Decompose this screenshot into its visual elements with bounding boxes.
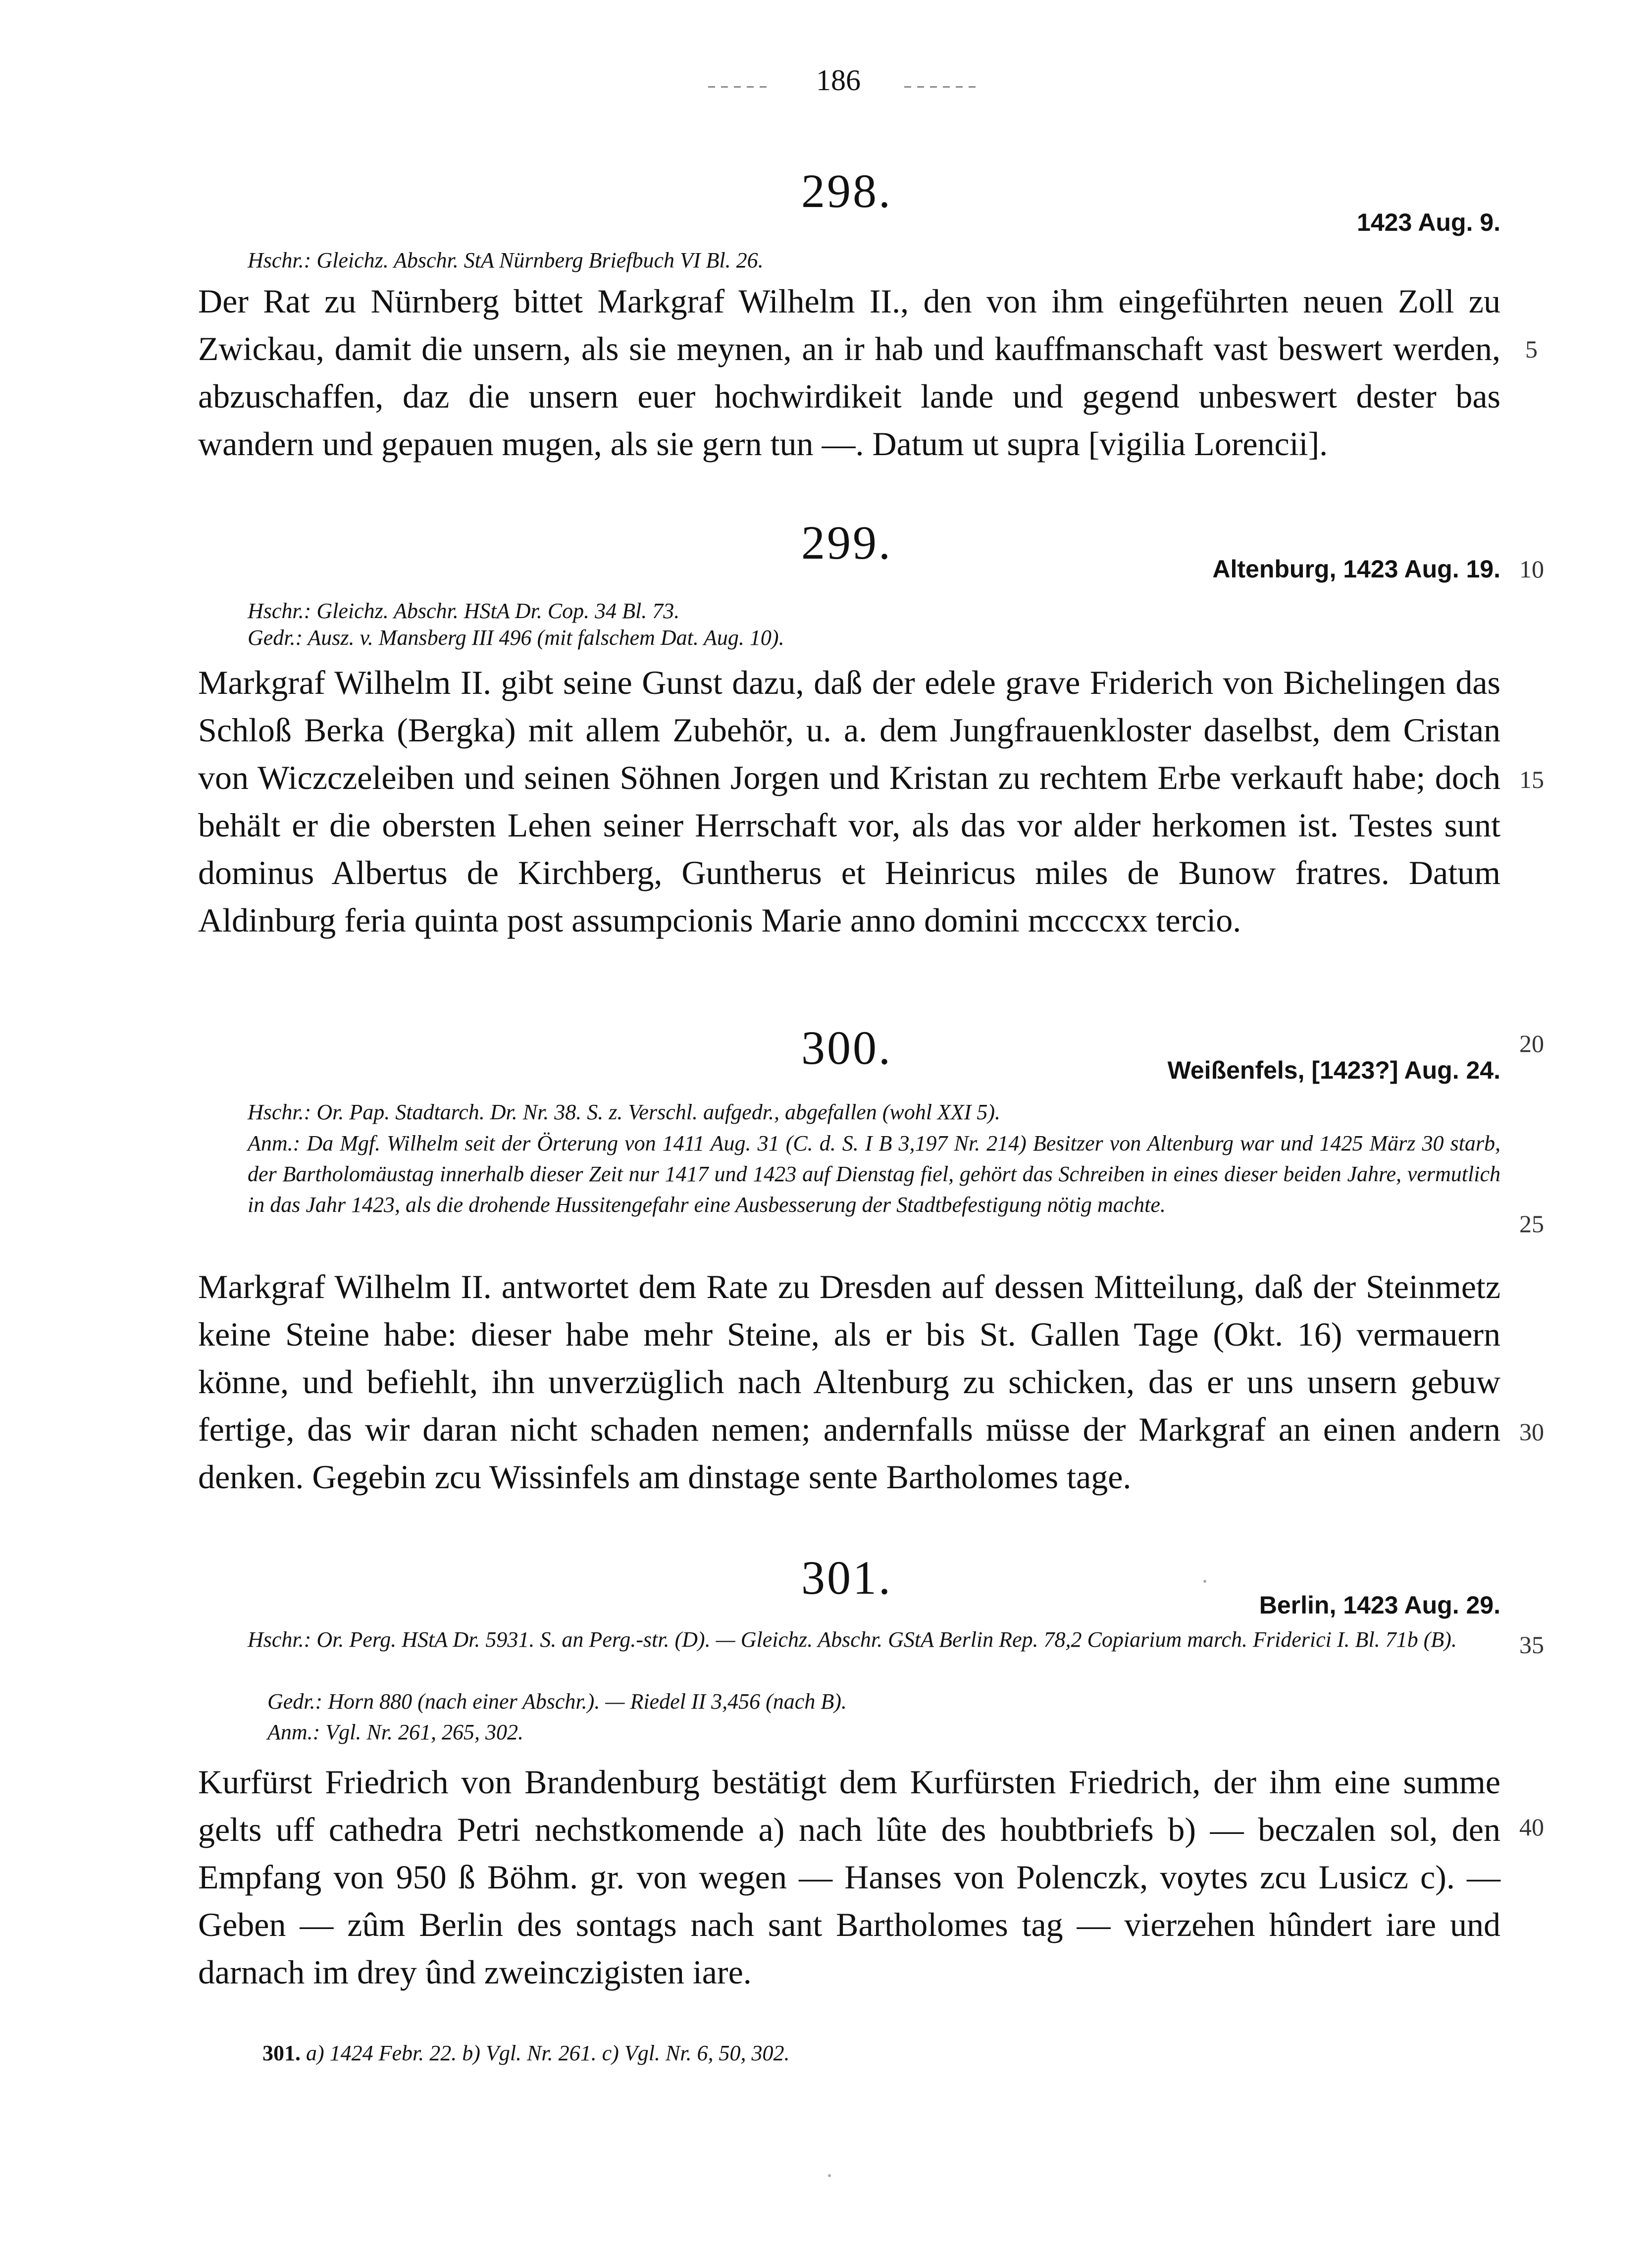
regest-text: Markgraf Wilhelm II. gibt seine Gunst dazu, daß der edele grave Friderich von Bichelingen das Schloß Berka (Bergka) mit allem Zubehör, u. a. dem Jungfrauenkloster daselbst, dem Cristan von Wiczczeleiben und seinen Söhnen Jorgen und Kristan zu rechtem Erbe verkauft habe; doch behält er die obersten Lehen seiner Herrschaft vor, als das vor alder herkomen ist. Testes sunt dominus Albertus de Kirchberg, Guntherus et Heinricus miles de Bunow fratres. Datum Aldinburg feria quinta post assumpcionis Marie anno domini mccccxx tercio. [198,664,1500,939]
line-number: 30 [1519,1418,1544,1446]
source-note: Hschr.: Or. Pap. Stadtarch. Dr. Nr. 38. S. z. Verschl. aufgedr., abgefallen (wohl XXI 5). [248,1100,1000,1124]
document-number: 299. [801,516,892,569]
header-rule-right [904,86,979,88]
print-note: Gedr.: Ausz. v. Mansberg III 496 (mit falschem Dat. Aug. 10). [248,626,784,650]
footnote-ref: 301. [262,2041,301,2065]
source-note: Hschr.: Gleichz. Abschr. StA Nürnberg Briefbuch VI Bl. 26. [248,248,764,272]
line-number: 20 [1519,1030,1544,1057]
scan-speck [828,2174,831,2177]
document-number: 301. [801,1551,892,1604]
document-date: Berlin, 1423 Aug. 29. [1259,1591,1500,1619]
line-number: 40 [1519,1813,1544,1841]
regest-text: Der Rat zu Nürnberg bittet Markgraf Wilhelm II., den von ihm eingeführten neuen Zoll zu Zwickau, damit die unsern, als sie meynen, an ir hab und kauffmanschaft vast beswert werden, abzuschaffen, daz die unsern euer hochwirdikeit lande und gegend unbeswert dester bas wandern und gepauen mugen, als sie gern tun —. Datum ut supra [vigilia Lorencii]. [198,282,1500,463]
footnote [262,2040,790,2066]
source-note: Hschr.: Or. Perg. HStA Dr. 5931. S. an Perg.-str. (D). — Gleichz. Abschr. GStA Berlin Rep. 78,2 Copiarium march. Friderici I. Bl. 71b (B). [248,1627,1457,1652]
print-note: Gedr.: Horn 880 (nach einer Abschr.). — Riedel II 3,456 (nach B). [267,1689,847,1714]
document-date: 1423 Aug. 9. [1357,209,1500,236]
page-number: 186 [816,64,861,97]
document-number: 298. [801,164,892,217]
annotation-note: Anm.: Vgl. Nr. 261, 265, 302. [267,1720,523,1744]
header-rule-left [708,86,773,88]
document-date: Weißenfels, [1423?] Aug. 24. [1167,1056,1500,1084]
line-number: 15 [1519,766,1544,793]
regest-text: Kurfürst Friedrich von Brandenburg bestätigt dem Kurfürsten Friedrich, der ihm eine summe gelts uff cathedra Petri nechstkomende a) nach lûte des houbtbriefs b) — beczalen sol, den Empfang von 950 ß Böhm. gr. von wegen — Hanses von Polenczk, voytes zcu Lusicz c). — Geben — zûm Berlin des sontags nach sant Bartholomes tag — vierzehen hûndert iare und darnach im drey ûnd zweinczigisten iare. [198,1763,1500,1991]
scan-speck [1203,1580,1206,1583]
document-number: 300. [801,1021,892,1074]
regest-text: Markgraf Wilhelm II. antwortet dem Rate zu Dresden auf dessen Mitteilung, daß der Steinmetz keine Steine habe: dieser habe mehr Steine, als er bis St. Gallen Tage (Okt. 16) vermauern könne, und befiehlt, ihn unverzüglich nach Altenburg zu schicken, das er uns unsern gebuw fertige, das wir daran nicht schaden nemen; andernfalls müsse der Markgraf an einen andern denken. Gegebin zcu Wissinfels am dinstage sente Bartholomes tage. [198,1268,1500,1496]
annotation-note: Anm.: Da Mgf. Wilhelm seit der Örterung von 1411 Aug. 31 (C. d. S. I B 3,197 Nr. 214) Besitzer von Altenburg war und 1425 März 30 starb, der Bartholomäustag innerhalb dieser Zeit nur 1417 und 1423 auf Dienstag fiel, gehört das Schreiben in eines dieser beiden Jahre, vermutlich in das Jahr 1423, als die drohende Hussitengefahr eine Ausbesserung der Stadtbefestigung nötig machte. [248,1131,1500,1217]
line-number: 25 [1519,1210,1544,1238]
line-number: 10 [1519,555,1544,583]
line-number: 35 [1519,1631,1544,1659]
footnote-text: a) 1424 Febr. 22. b) Vgl. Nr. 261. c) Vgl. Nr. 6, 50, 302. [306,2041,790,2065]
line-number: 5 [1525,335,1538,363]
document-date: Altenburg, 1423 Aug. 19. [1212,555,1500,583]
source-note: Hschr.: Gleichz. Abschr. HStA Dr. Cop. 34 Bl. 73. [248,599,680,623]
